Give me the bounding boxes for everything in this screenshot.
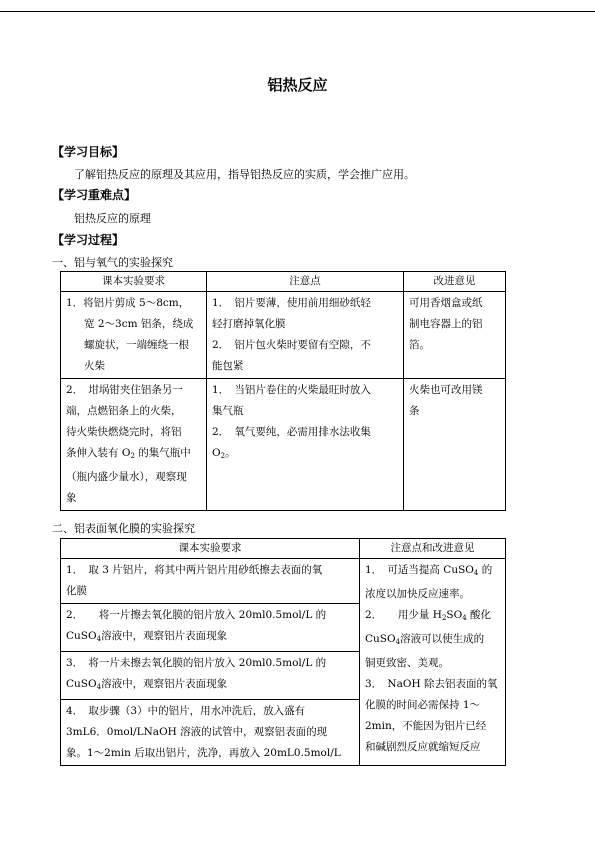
table-cell: 1． 铝片要薄，使用前用细砂纸轻 轻打磨掉氧化膜 2． 铝片包火柴时要留有空隙，不 能包紧: [207, 292, 404, 379]
section-heading-process: 【学习过程】: [52, 233, 125, 247]
column-header: 改进意见: [404, 272, 506, 292]
part1-heading: 一、铝与氧气的实验探究: [52, 256, 173, 269]
section-heading-key-points: 【学习重难点】: [52, 188, 137, 202]
notes-cell: 1． 可适当提高 CuSO$_4$ 的 浓度以加快反应速率。 2． 用少量 $H_2SO_4$ 酸化 CuSO$_4$溶液可以使生成的 铜更致密、美观。 3． NaOH 除去铝表面的氧 化膜的时间必需保持 1～ 2min，不能因为铝片已经 和碱剧烈反应就缩短反应: [360, 559, 506, 766]
table-cell: 1． 取 3 片铝片，将其中两片铝片用砂纸擦去表面的氧 化膜: [61, 559, 360, 604]
header-rule: [0, 11, 595, 12]
aluminum-oxygen-table: [60, 271, 506, 511]
table-cell: 2． 将一片擦去氧化膜的铝片放入 20ml0.5mol/L 的 CuSO$_4$溶液中，观察铝片表面现象: [61, 604, 360, 652]
table-header-row: [61, 272, 506, 292]
goals-text: 了解铝热反应的原理及其应用，指导铝热反应的实质，学会推广应用。: [74, 168, 415, 181]
table-header-row: [61, 539, 506, 559]
column-header: 注意点: [207, 272, 404, 292]
table-cell: 3． 将一片未擦去氧化膜的铝片放入 20ml0.5mol/L 的 CuSO$_4$溶液中，观察铝片表面现象: [61, 652, 360, 700]
key-points-text: 铝热反应的原理: [74, 212, 151, 225]
section-heading-goals: 【学习目标】: [52, 145, 125, 159]
table-cell: 4． 取步骤（3）中的铝片，用水冲洗后，放入盛有 3mL6．0mol/LNaOH 溶液的试管中，观察铝表面的现 象。1～2min 后取出铝片，洗净，再放入 20mL0.5mol/L: [61, 700, 360, 766]
table-cell: 火柴也可改用镁 条: [404, 379, 506, 511]
table-cell: 可用香烟盒或纸 制电容器上的铝 箔。: [404, 292, 506, 379]
table-cell: 1．将铝片剪成 5～8cm， 宽 2～3cm 铝条，绕成 螺旋状，一端缠绕一根 火柴: [61, 292, 207, 379]
table-row: [61, 379, 506, 511]
table-row: [61, 559, 506, 604]
column-header: 课本实验要求: [61, 539, 360, 559]
part2-heading: 二、铝表面氧化膜的实验探究: [52, 522, 195, 535]
column-header: 注意点和改进意见: [360, 539, 506, 559]
table-cell: 1． 当铝片卷住的火柴最旺时放入 集气瓶 2． 氧气要纯，必需用排水法收集 $O_2$。: [207, 379, 404, 511]
document-title: 铝热反应: [267, 76, 328, 94]
oxide-film-table: [60, 538, 506, 766]
column-header: 课本实验要求: [61, 272, 207, 292]
table-row: [61, 292, 506, 379]
table-cell: 2． 坩埚钳夹住铝条另一 端，点燃铝条上的火柴， 待火柴快燃烧完时，将铝 条伸入装有 $O_2$ 的集气瓶中 （瓶内盛少量水），观察现 象: [61, 379, 207, 511]
